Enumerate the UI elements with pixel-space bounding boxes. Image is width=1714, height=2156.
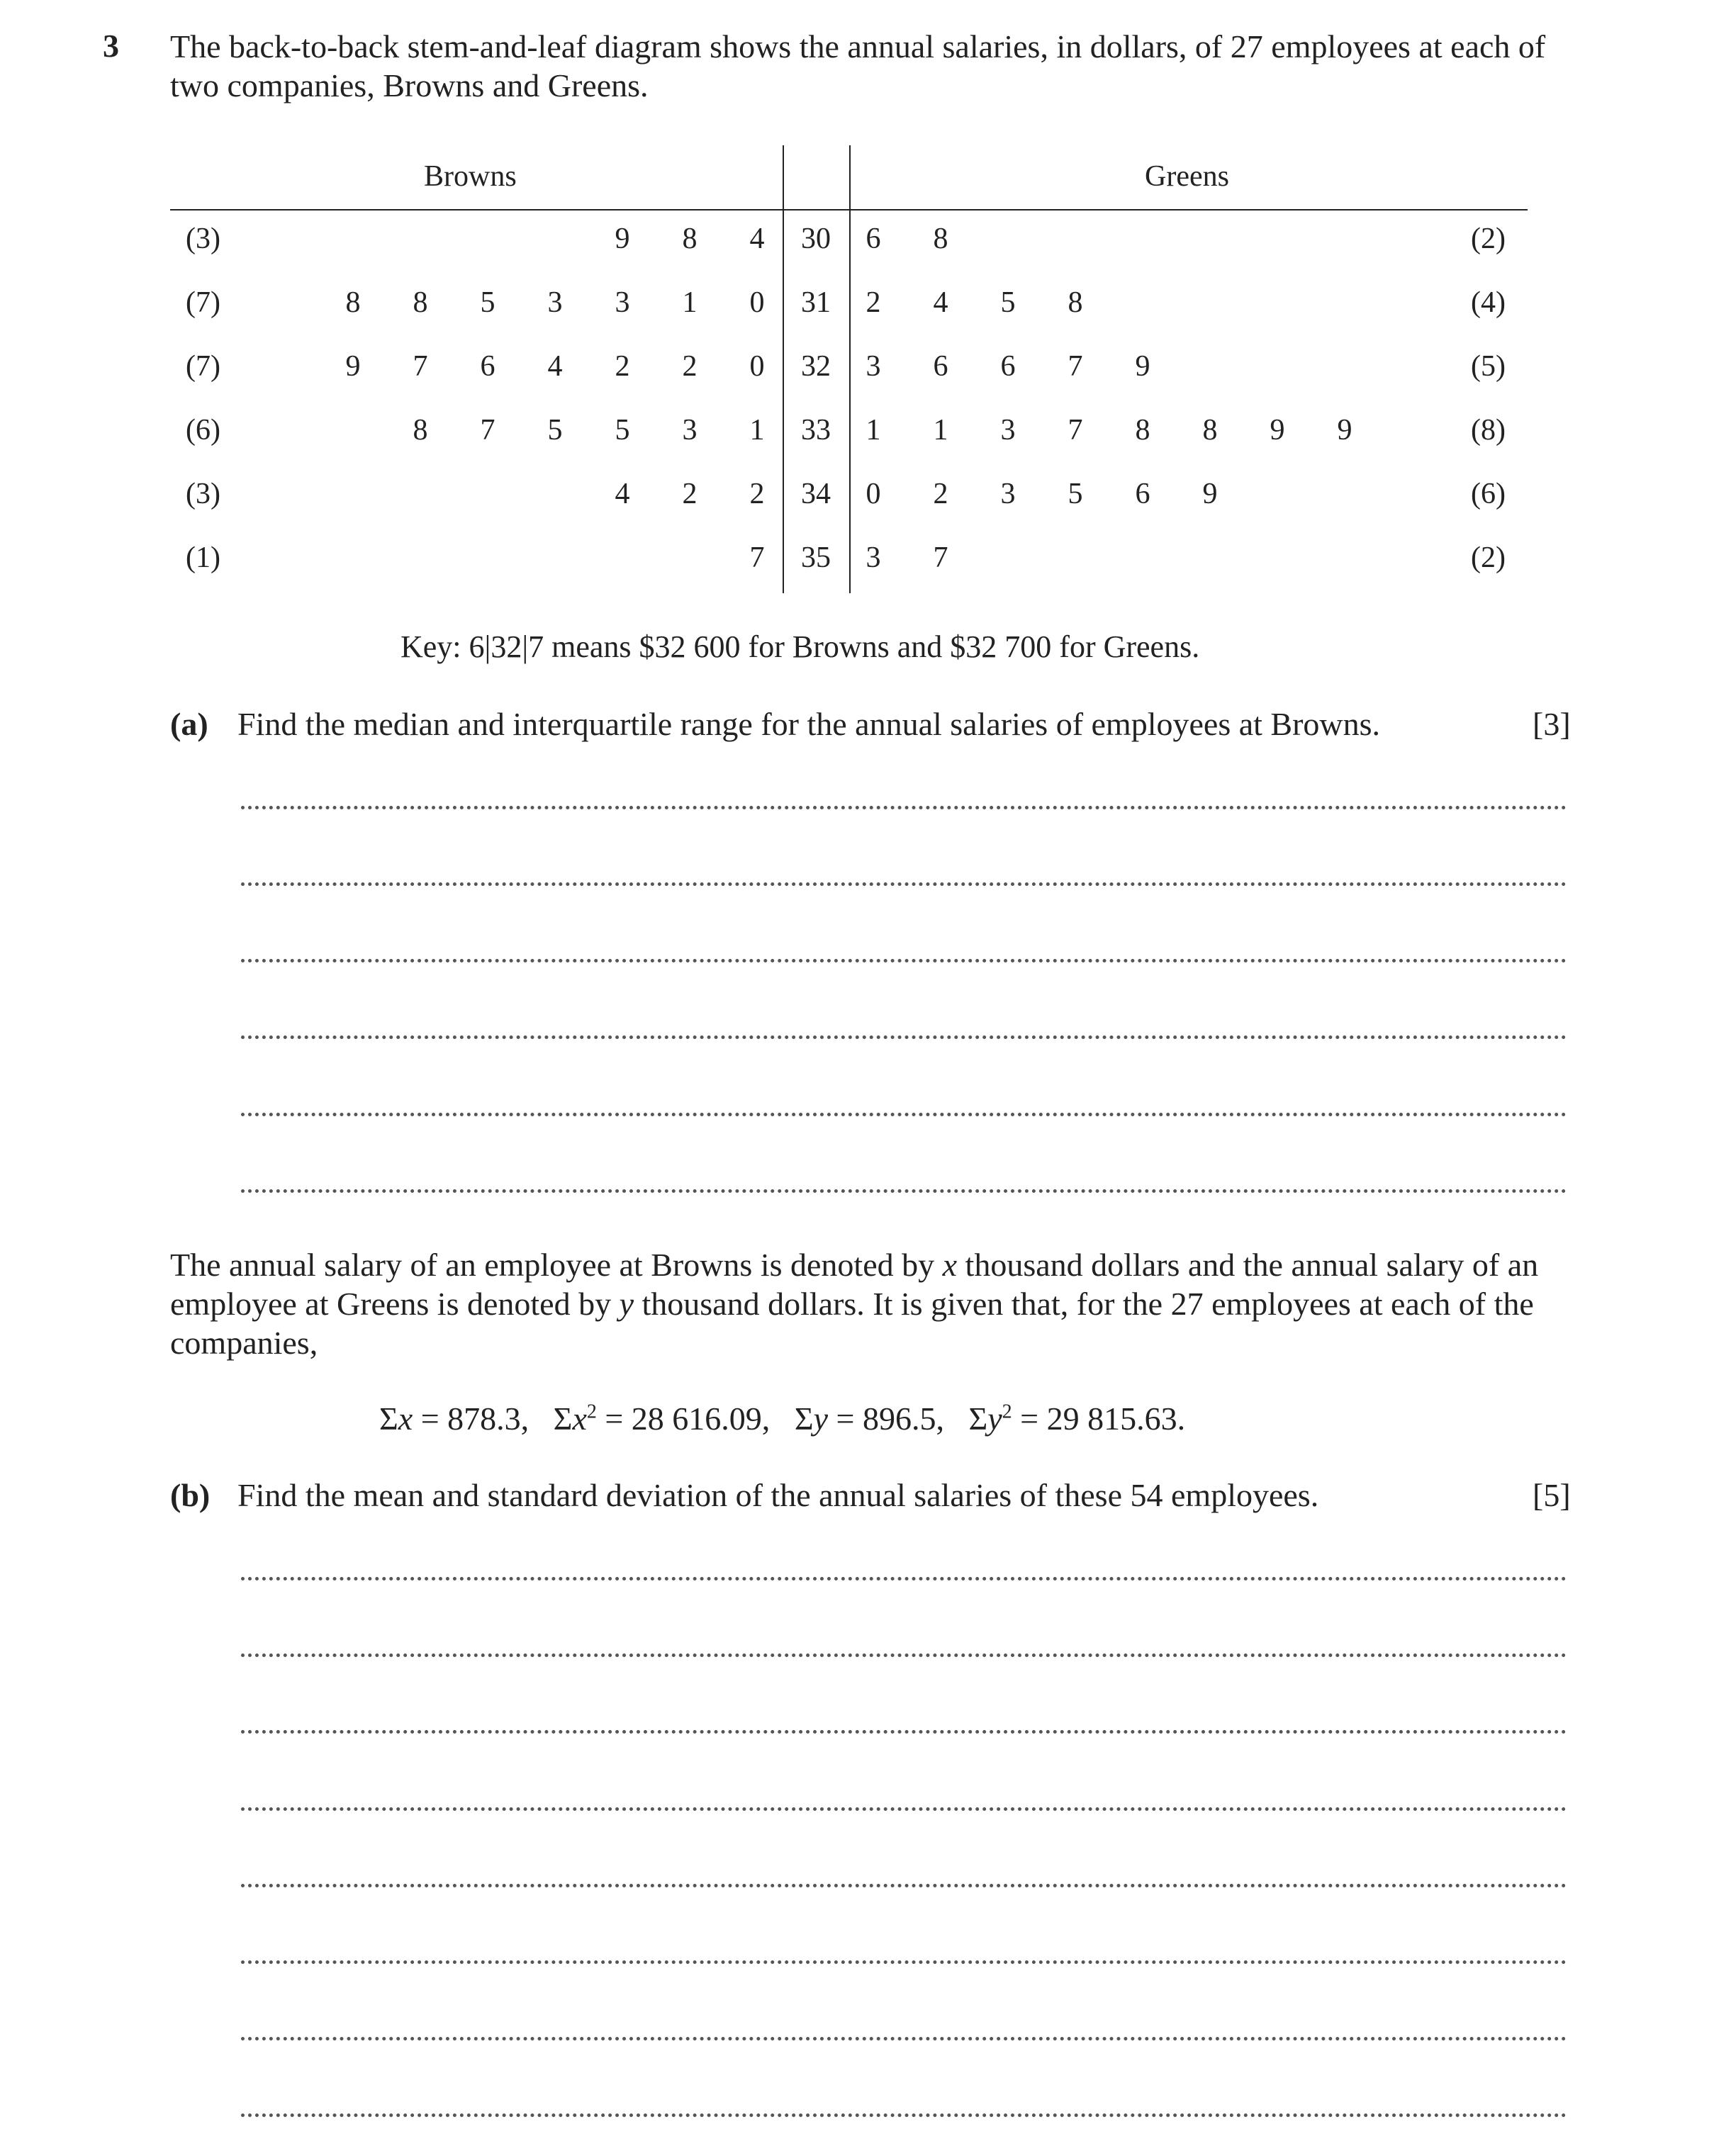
greens-frequency: (4)	[1471, 286, 1506, 319]
greens-frequency: (6)	[1471, 478, 1506, 510]
browns-frequency: (3)	[186, 478, 220, 510]
answer-line	[241, 882, 1567, 886]
browns-leaf: 2	[749, 478, 765, 510]
greens-leaf: 1	[933, 414, 948, 447]
browns-leaf: 4	[547, 350, 563, 383]
greens-leaf: 8	[1135, 414, 1150, 447]
browns-leaf: 3	[682, 414, 698, 447]
browns-leaf: 0	[749, 350, 765, 383]
browns-leaf: 1	[749, 414, 765, 447]
greens-leaf: 8	[933, 223, 948, 255]
summary-statistics: Σx = 878.3, $\Sigma x^2 = 28$ 616.09, Σy = 896.5, $\Sigma y^2 = 29$ 815.63.	[379, 1400, 1186, 1437]
browns-leaf: 4	[615, 478, 630, 510]
browns-leaf: 2	[615, 350, 630, 383]
stem: 31	[801, 286, 831, 319]
part-b-label: (b)	[170, 1477, 211, 1513]
browns-leaf: 5	[480, 286, 495, 319]
greens-frequency: (5)	[1471, 350, 1506, 383]
stem: 35	[801, 541, 831, 574]
part-a-label: (a)	[170, 706, 208, 742]
browns-frequency: (7)	[186, 286, 220, 319]
browns-leaf: 8	[413, 414, 428, 447]
greens-leaf: 3	[866, 541, 881, 574]
answer-line	[241, 1577, 1567, 1580]
greens-leaf: 5	[1068, 478, 1083, 510]
browns-leaf: 8	[345, 286, 361, 319]
greens-leaf: 3	[866, 350, 881, 383]
browns-leaf: 6	[480, 350, 495, 383]
browns-label: Browns	[424, 160, 517, 193]
stem: 30	[801, 223, 831, 255]
greens-leaf: 5	[1000, 286, 1016, 319]
greens-leaf: 6	[1000, 350, 1016, 383]
browns-leaf: 8	[413, 286, 428, 319]
browns-frequency: (6)	[186, 414, 220, 447]
answer-line	[241, 1654, 1567, 1657]
browns-leaf: 3	[615, 286, 630, 319]
greens-frequency: (8)	[1471, 414, 1506, 447]
right-divider	[849, 145, 851, 593]
browns-leaf: 3	[547, 286, 563, 319]
answer-line	[241, 1113, 1567, 1116]
greens-label: Greens	[1145, 160, 1229, 193]
greens-leaf: 6	[866, 223, 881, 255]
answer-line	[241, 1035, 1567, 1039]
answer-line	[241, 1189, 1567, 1193]
diagram-key: Key: 6|32|7 means $32 600 for Browns and $32 700 for Greens.	[401, 629, 1200, 664]
browns-leaf: 2	[682, 350, 698, 383]
part-a-marks: [3]	[1533, 706, 1571, 742]
browns-frequency: (1)	[186, 541, 220, 574]
question-intro: The back-to-back stem-and-leaf diagram shows the annual salaries, in dollars, of 27 employees at each of two companies, Browns and Greens.	[170, 28, 1546, 103]
greens-leaf: 3	[1000, 414, 1016, 447]
greens-leaf: 9	[1202, 478, 1218, 510]
browns-leaf: 1	[682, 286, 698, 319]
answer-line	[241, 2113, 1567, 2117]
answer-line	[241, 2037, 1567, 2040]
part-a-text: Find the median and interquartile range for the annual salaries of employees at Browns.	[237, 706, 1381, 742]
answer-line	[241, 1730, 1567, 1734]
browns-leaf: 4	[749, 223, 765, 255]
greens-leaf: 7	[1068, 414, 1083, 447]
greens-leaf: 9	[1337, 414, 1352, 447]
stem: 34	[801, 478, 831, 510]
browns-leaf: 5	[547, 414, 563, 447]
greens-frequency: (2)	[1471, 223, 1506, 255]
part-b-text: Find the mean and standard deviation of the annual salaries of these 54 employees.	[237, 1477, 1319, 1513]
answer-line	[241, 806, 1567, 809]
answer-line	[241, 1884, 1567, 1887]
greens-leaf: 7	[933, 541, 948, 574]
greens-leaf: 6	[1135, 478, 1150, 510]
salary-paragraph: The annual salary of an employee at Browns is denoted by x thousand dollars and the annual salary of an employee at Greens is denoted by y thousand dollars. It is given that, for the 27 employees at each of the companies,	[170, 1247, 1539, 1361]
greens-leaf: 0	[866, 478, 881, 510]
browns-leaf: 7	[480, 414, 495, 447]
greens-leaf: 2	[933, 478, 948, 510]
browns-frequency: (7)	[186, 350, 220, 383]
greens-leaf: 4	[933, 286, 948, 319]
greens-leaf: 9	[1270, 414, 1285, 447]
greens-leaf: 8	[1202, 414, 1218, 447]
greens-leaf: 8	[1068, 286, 1083, 319]
browns-leaf: 7	[413, 350, 428, 383]
answer-line	[241, 1807, 1567, 1811]
browns-leaf: 7	[749, 541, 765, 574]
greens-leaf: 2	[866, 286, 881, 319]
browns-frequency: (3)	[186, 223, 220, 255]
question-number: 3	[103, 28, 119, 64]
greens-leaf: 9	[1135, 350, 1150, 383]
browns-leaf: 9	[615, 223, 630, 255]
stem: 33	[801, 414, 831, 447]
browns-leaf: 2	[682, 478, 698, 510]
answer-line	[241, 959, 1567, 962]
greens-leaf: 6	[933, 350, 948, 383]
stem: 32	[801, 350, 831, 383]
part-b-marks: [5]	[1533, 1477, 1571, 1513]
browns-leaf: 9	[345, 350, 361, 383]
answer-line	[241, 1960, 1567, 1964]
greens-leaf: 1	[866, 414, 881, 447]
greens-leaf: 3	[1000, 478, 1016, 510]
browns-leaf: 5	[615, 414, 630, 447]
browns-leaf: 8	[682, 223, 698, 255]
greens-frequency: (2)	[1471, 541, 1506, 574]
greens-leaf: 7	[1068, 350, 1083, 383]
browns-leaf: 0	[749, 286, 765, 319]
